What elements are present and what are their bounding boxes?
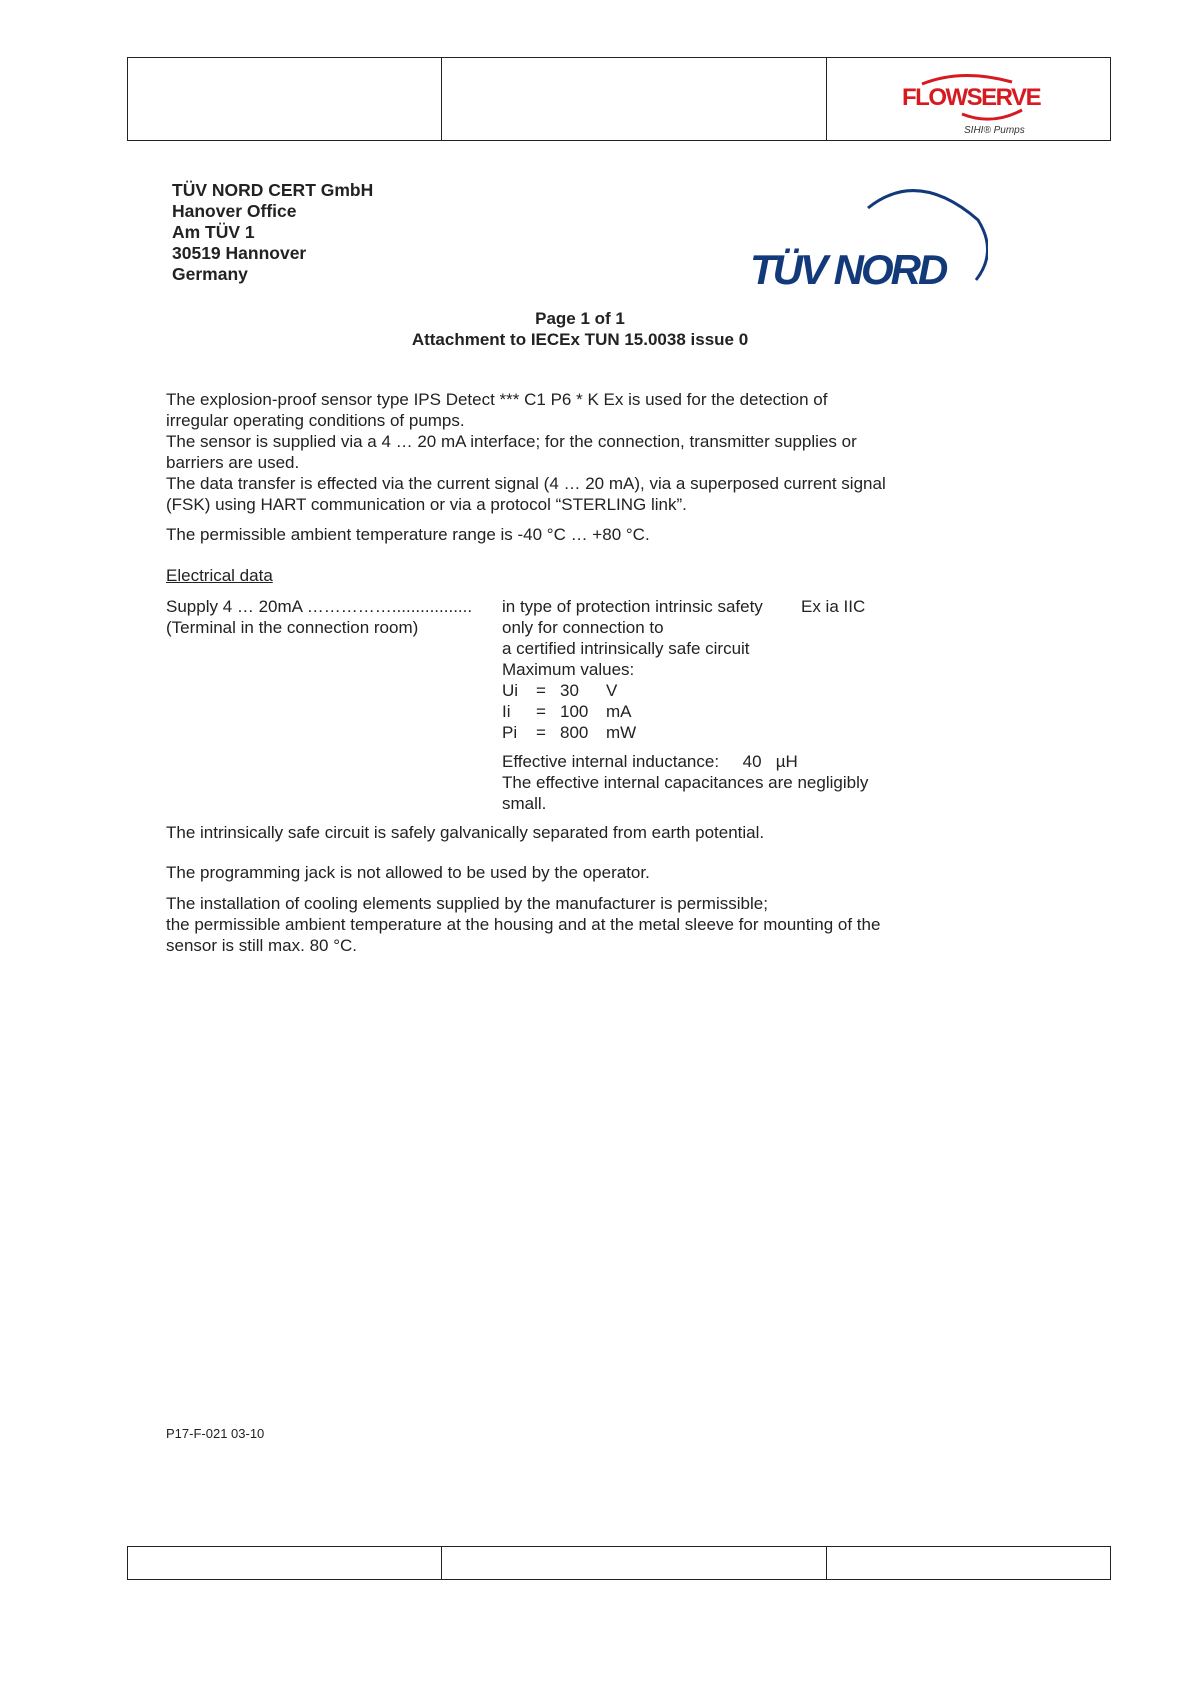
inductance-line: Effective internal inductance: 40 µH — [502, 752, 798, 771]
max-value-equals: = — [536, 681, 546, 700]
max-value-row — [502, 680, 922, 701]
max-value-equals: = — [536, 723, 546, 742]
header-cell-middle — [442, 58, 827, 140]
address-line: Germany — [172, 264, 248, 284]
max-value-number: 30 — [560, 681, 579, 700]
galvanic-separation-note — [166, 822, 966, 843]
max-value-row — [502, 722, 922, 743]
header-table — [127, 57, 1111, 141]
max-value-symbol: Ii — [502, 702, 511, 721]
footer-table — [127, 1546, 1111, 1580]
attachment-title: Attachment to IECEx TUN 15.0038 issue 0 — [411, 330, 749, 349]
protection-marking: Ex ia IIC — [801, 597, 866, 616]
text-line: The intrinsically safe circuit is safely galvanically separated from earth potential. — [166, 823, 765, 842]
cooling-elements-note — [166, 893, 966, 956]
text-line: The programming jack is not allowed to be used by the operator. — [166, 863, 650, 882]
text-line: in type of protection intrinsic safety — [502, 597, 763, 616]
tuv-nord-logo — [748, 178, 988, 296]
text-line: small. — [502, 794, 547, 813]
footer-cell-middle — [442, 1547, 827, 1579]
header-cell-left — [128, 58, 442, 140]
address-line: 30519 Hannover — [172, 243, 307, 263]
text-line: the permissible ambient temperature at the housing and at the metal sleeve for mounting of the — [166, 915, 881, 934]
supply-description — [166, 596, 472, 638]
text-line: Maximum values: — [502, 660, 635, 679]
text-line: The permissible ambient temperature range is -40 °C … +80 °C. — [166, 525, 650, 544]
electrical-details — [502, 596, 922, 814]
footer-cell-left — [128, 1547, 442, 1579]
max-value-unit: V — [606, 681, 618, 700]
text-line: The sensor is supplied via a 4 … 20 mA interface; for the connection, transmitter supplies or — [166, 432, 857, 451]
text-line: barriers are used. — [166, 453, 300, 472]
electrical-data-title: Electrical data — [166, 566, 273, 585]
header-cell-right — [827, 58, 1110, 140]
max-value-number: 100 — [560, 702, 589, 721]
page-number: Page 1 of 1 — [535, 309, 625, 328]
text-line: Supply 4 … 20mA ……………................. — [166, 597, 473, 616]
text-line: sensor is still max. 80 °C. — [166, 936, 358, 955]
flowserve-logo — [902, 70, 1062, 138]
max-value-unit: mA — [606, 702, 632, 721]
max-value-symbol: Ui — [502, 681, 519, 700]
text-line: a certified intrinsically safe circuit — [502, 639, 750, 658]
form-reference: P17-F-021 03-10 — [166, 1426, 265, 1441]
max-value-equals: = — [536, 702, 546, 721]
max-value-symbol: Pi — [502, 723, 518, 742]
text-line: The data transfer is effected via the current signal (4 … 20 mA), via a superposed current signal — [166, 474, 886, 493]
text-line: (Terminal in the connection room) — [166, 618, 419, 637]
temperature-range — [166, 524, 966, 545]
max-value-row — [502, 701, 922, 722]
footer-cell-right — [827, 1547, 1110, 1579]
flowserve-subtitle: SIHI® Pumps — [964, 125, 1025, 136]
tuv-nord-wordmark: TÜV NORD — [750, 246, 946, 293]
issuer-address — [172, 180, 373, 285]
text-line: The explosion-proof sensor type IPS Detect *** C1 P6 * K Ex is used for the detection of — [166, 390, 828, 409]
max-value-unit: mW — [606, 723, 637, 742]
address-line: Hanover Office — [172, 201, 297, 221]
text-line: The effective internal capacitances are negligibly — [502, 773, 869, 792]
text-line: irregular operating conditions of pumps. — [166, 411, 465, 430]
address-line: Am TÜV 1 — [172, 222, 255, 242]
max-value-number: 800 — [560, 723, 589, 742]
flowserve-wordmark: FLOWSERVE — [902, 84, 1041, 111]
programming-jack-note — [166, 862, 966, 883]
text-line: (FSK) using HART communication or via a protocol “STERLING link”. — [166, 495, 687, 514]
intro-paragraph-1 — [166, 389, 966, 515]
text-line: The installation of cooling elements supplied by the manufacturer is permissible; — [166, 894, 768, 913]
address-line: TÜV NORD CERT GmbH — [172, 180, 374, 200]
text-line: only for connection to — [502, 618, 664, 637]
